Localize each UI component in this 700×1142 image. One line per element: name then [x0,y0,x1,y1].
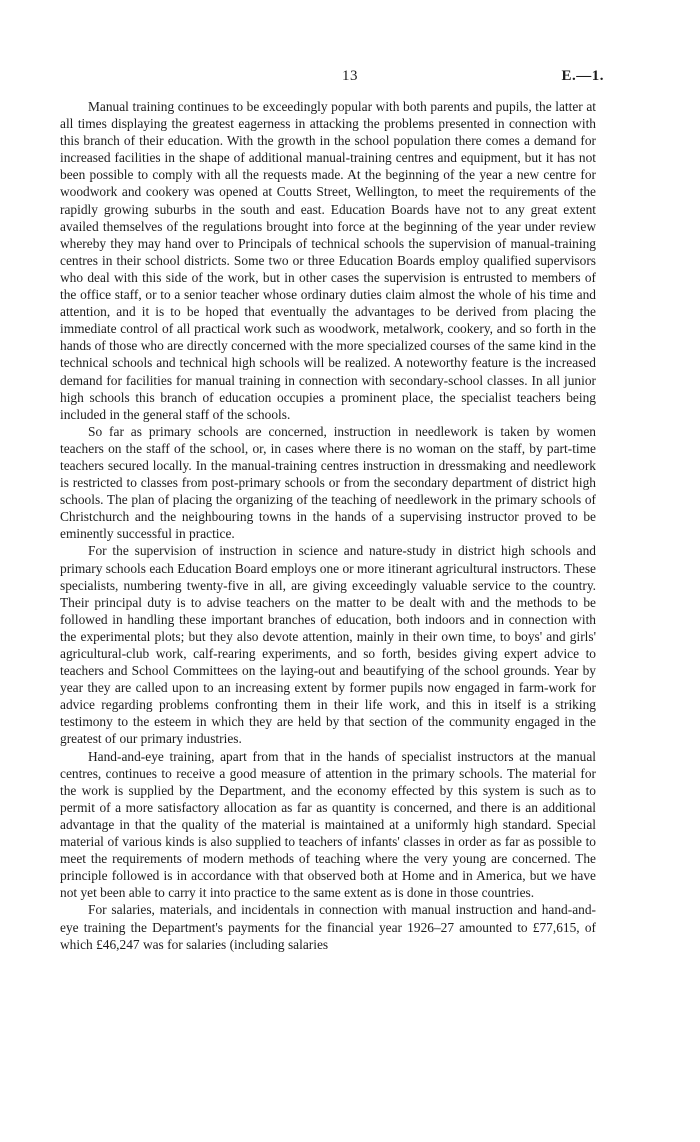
paragraph-hand-and-eye-training: Hand-and-eye training, apart from that in the hands of specialist instructors at the manual centres, continues to receive a good measure of attention in the primary schools. The material for the work is supplied by the Department, and the economy effected by this system is such as to permit of a more satisfactory allocation as far as quantity is concerned, and there is an additional advantage in that the quality of the material is maintained at a uniformly high standard. Special material of various kinds is also supplied to teachers of infants' classes in order as far as possible to meet the requirements of modern methods of teaching where the very young are concerned. The principle followed is in accordance with that observed both at Home and in America, but we have not yet been able to carry it into practice to the same extent as is done in those countries. [60,748,596,901]
paragraph-needlework: So far as primary schools are concerned, instruction in needlework is taken by women teachers on the staff of the school, or, in cases where there is no woman on the staff, by part-time teachers secured locally. In the manual-training centres instruction in dressmaking and needlework is restricted to classes from post-primary schools or from the secondary department of district high schools. The plan of placing the organizing of the teaching of needlework in the primary schools of Christchurch and the neighbouring towns in the hands of a supervising instructor proved to be eminently successful in practice. [60,423,596,542]
paragraph-salaries-materials: For salaries, materials, and incidentals in connection with manual instruction and hand-and-eye training the Department's payments for the financial year 1926–27 amounted to £77,615, of which £46,247 was for salaries (including salaries [60,902,596,952]
paragraph-science-nature-study: For the supervision of instruction in science and nature-study in district high schools and primary schools each Education Board employs one or more itinerant agricultural instructors. These specialists, numbering twenty-five in all, are giving exceedingly valuable service to the country. Their principal duty is to advise teachers on the matter to be dealt with and the methods to be followed in handling these important branches of education, both indoors and in connection with the experimental plots; but they also devote attention, mainly in their own time, to boys' and girls' agricultural-club work, calf-rearing experiments, and so forth, besides giving expert advice to teachers and School Committees on the laying-out and beautifying of the school grounds. Year by year they are called upon to an increasing extent by former pupils now engaged in farm-work for advice regarding problems confronting them in their life work, and this in itself is a striking testimony to the esteem in which they are held by that section of the community engaged in the greatest of our primary industries. [60,543,596,747]
body-text [60,98,596,953]
page-number: 13 [342,68,358,84]
report-reference: E.—1. [561,68,604,84]
paragraph-manual-training: Manual training continues to be exceedingly popular with both parents and pupils, the latter at all times displaying the greatest eagerness in attacking the problems presented in connection with this branch of their education. With the growth in the school population there comes a demand for increased facilities in the shape of additional manual-training centres and equipment, but it has not been possible to comply with all the requests made. At the beginning of the year a new centre for woodwork and cookery was opened at Coutts Street, Wellington, to meet the requirements of the rapidly growing suburbs in the south and east. Education Boards have not to any great extent availed themselves of the regulations brought into force at the beginning of the year under review whereby they may hand over to Principals of technical schools the supervision of manual-training centres in their school districts. Some two or three Education Boards employ qualified supervisors who deal with this side of the work, but in other cases the supervision is entrusted to members of the office staff, or to a senior teacher whose ordinary duties claim almost the whole of his time and attention, and it is to be hoped that eventually the advantages to be derived from placing the immediate control of all practical work such as woodwork, metalwork, cookery, and so forth in the hands of those who are directly concerned with the more specialized courses of the same kind in the technical schools and technical high schools will be realized. A noteworthy feature is the increased demand for facilities for manual training in connection with secondary-school classes. In all junior high schools this branch of education occupies a prominent place, the specialist teachers being included in the general staff of the schools. [60,99,596,422]
